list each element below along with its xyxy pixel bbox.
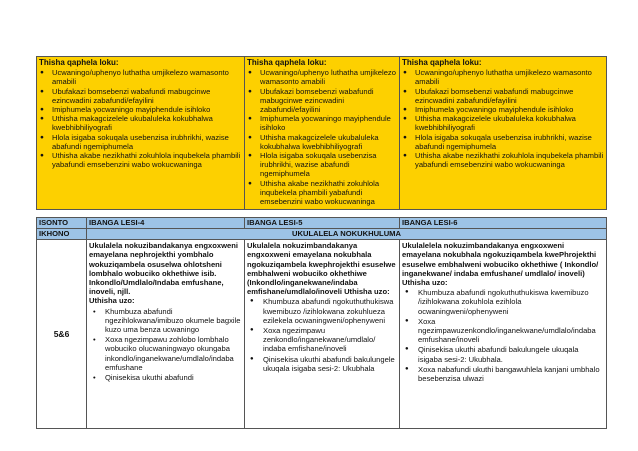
list-item: ● Ucwaningo/uphenyo luthatha umjikelezo wamasonto amabili [247,68,397,86]
week-header: ISONTO [37,218,87,229]
curriculum-table-page [36,56,606,429]
list-item: • Qinisekisa ukuthi abafundi [89,373,242,382]
notes-list [247,68,397,206]
list-item: • Khumbuza abafundi ngezihlokwana/imibuzo okumele bagxile kuzo uma benza ucwaningo [89,307,242,335]
list-item: ● Uthisha akabe nezikhathi zokuhlola inqubekela phambili yabafundi emsebenzini wabo wokucwaninga [39,151,242,169]
list-item: ● Qinisekisa ukuthi abafundi bakulungele ukuqala isigaba sesi-2: Ukubhala [247,355,397,373]
teacher-notes-grade4 [37,57,245,210]
teacher-notes-row [37,57,607,210]
grade4-content [87,240,245,429]
grade5-content [245,240,400,429]
teacher-notes-grade5 [245,57,400,210]
skill-header-row [37,229,607,240]
grade6-uzo: Uthisha uzo: [402,278,448,288]
list-item: ● Imiphumela yocwaningo mayiphendule isihloko [39,105,242,114]
grade4-list [89,307,242,383]
list-item: ● Hlola isigaba sokuqala usebenzisa irubhrikhi, wazise abafundi ngemiphumela [39,133,242,151]
notes-heading: Thisha qaphela loku: [402,58,482,67]
grade5-sub: (Inkondlo/inganekwane/indaba emfishane/umdlalo/inoveli Uthisha uzo: [247,278,390,297]
grade5-intro: Ukulalela nokuzimbandakanya engxoxweni emayelana nokubhala ngokuziqambela kwephrojekthi esuselwe embhalweni wobuciko okhethiwe [247,241,396,278]
list-item: ● Qinisekisa ukuthi abafundi bakulungele ukuqala isigaba sesi-2: Ukubhala. [402,345,604,363]
spacer-row [37,210,607,218]
grade-header-row [37,218,607,229]
grade6-list [402,288,604,383]
week-content-row [37,240,607,429]
notes-heading: Thisha qaphela loku: [39,58,119,67]
list-item: ● Khumbuza abafundi ngokuthuthukiswa kwemibuzo /izihlokwana zokuhlueza ezilekela ocwaningweni/ophenyweni [247,297,397,325]
list-item: ● Ucwaningo/uphenyo luthatha umjikelezo wamasonto amabili [402,68,604,86]
list-item: ● Uthisha makagcizelele ukubaluleka kokubhalwa kwebhibhiliyografi [39,114,242,132]
list-item: ● Xoxa nabafundi ukuthi bangawuhlela kanjani umbhalo besebenzisa ulwazi [402,365,604,383]
grade5-header: IBANGA LESI-5 [245,218,400,229]
list-item: ● Hlola isigaba sokuqala usebenzisa irubhrikhi, wazise abafundi ngemiphumela [402,133,604,151]
list-item: ● Ubufakazi bomsebenzi wabafundi mabugcinwe ezincwadini zabafundi/efayilini [247,87,397,115]
week-number: 5&6 [37,240,87,429]
list-item: ● Uthisha makagcizelele ukubaluleka kokubhalwa kwebhibhiliyografi [247,133,397,151]
list-item: ● Imiphumela yocwaningo mayiphendule isihloko [402,105,604,114]
notes-list [402,68,604,169]
curriculum-table [36,56,607,429]
grade6-intro: Ukulalelela nokuzimbandakanya engxoxweni emayelana nokubhala ngokuziqambela kwePhrojekthi esuselwe embhalweni wobuciko okhethiwe ( Inkondlo/ inganekwane/ indaba emfushane/ umdlalo/ inoveli) [402,241,599,278]
list-item: ● Ucwaningo/uphenyo luthatha umjikelezo wamasonto amabili [39,68,242,86]
list-item: ● Hlola isigaba sokuqala usebenzisa irubhrikhi, wazise abafundi ngemiphumela [247,151,397,179]
grade4-uzo: Uthisha uzo: [89,296,135,306]
grade5-list [247,297,397,373]
list-item: ● Uthisha makagcizelele ukubaluleka kokubhalwa kwebhibhiliyografi [402,114,604,132]
list-item: ● Imiphumela yocwaningo mayiphendule isihloko [247,114,397,132]
list-item: ● Ubufakazi bomsebenzi wabafundi mabugcinwe ezincwadini zabafundi/efayilini [402,87,604,105]
list-item: ● Ubufakazi bomsebenzi wabafundi mabugcinwe ezincwadini zabafundi/efayilini [39,87,242,105]
skill-title: UKULALELA NOKUKHULUMA [87,229,607,240]
grade6-header: IBANGA LESI-6 [400,218,607,229]
teacher-notes-grade6 [400,57,607,210]
list-item: ● Xoxa ngezimpawuzenkondlo/inganekwane/umdlalo/indaba emfushane/inoveli [402,317,604,345]
list-item: • Xoxa ngezimpawu zohlobo lombhalo wobuciko olucwaningwayo okungaba inkondlo/inganekwane/umdlalo/indaba emfushane [89,335,242,372]
notes-list [39,68,242,169]
list-item: ● Uthisha akabe nezikhathi zokuhlola inqubekela phambili yabafundi emsebenzini wabo wokucwaninga [247,179,397,207]
list-item: ● Khumbuza abafundi ngokuthuthukiswa kwemibuzo /izihlokwana zokuhlola ezihlola ocwaningweni/ophenyweni [402,288,604,316]
list-item: ● Uthisha akabe nezikhathi zokuhlola inqubekela phambili yabafundi emsebenzini wabo wokucwaninga [402,151,604,169]
grade4-intro: Ukulalela nokuzibandakanya engxoxweni emayelana nephrojekthi yombhalo wokuziqambela osuselwa ohlotsheni lombhalo wobuciko okhethiwe isib. Inkondlo/Umdlalo/Indaba emfushane, inoveli, njll. [89,241,238,297]
grade6-content [400,240,607,429]
grade4-header: IBANGA LESI-4 [87,218,245,229]
skill-label: IKHONO [37,229,87,240]
notes-heading: Thisha qaphela loku: [247,58,327,67]
list-item: ● Xoxa ngezimpawu zenkondlo/inganekwane/umdlalo/ indaba emfishane/inoveli [247,326,397,354]
